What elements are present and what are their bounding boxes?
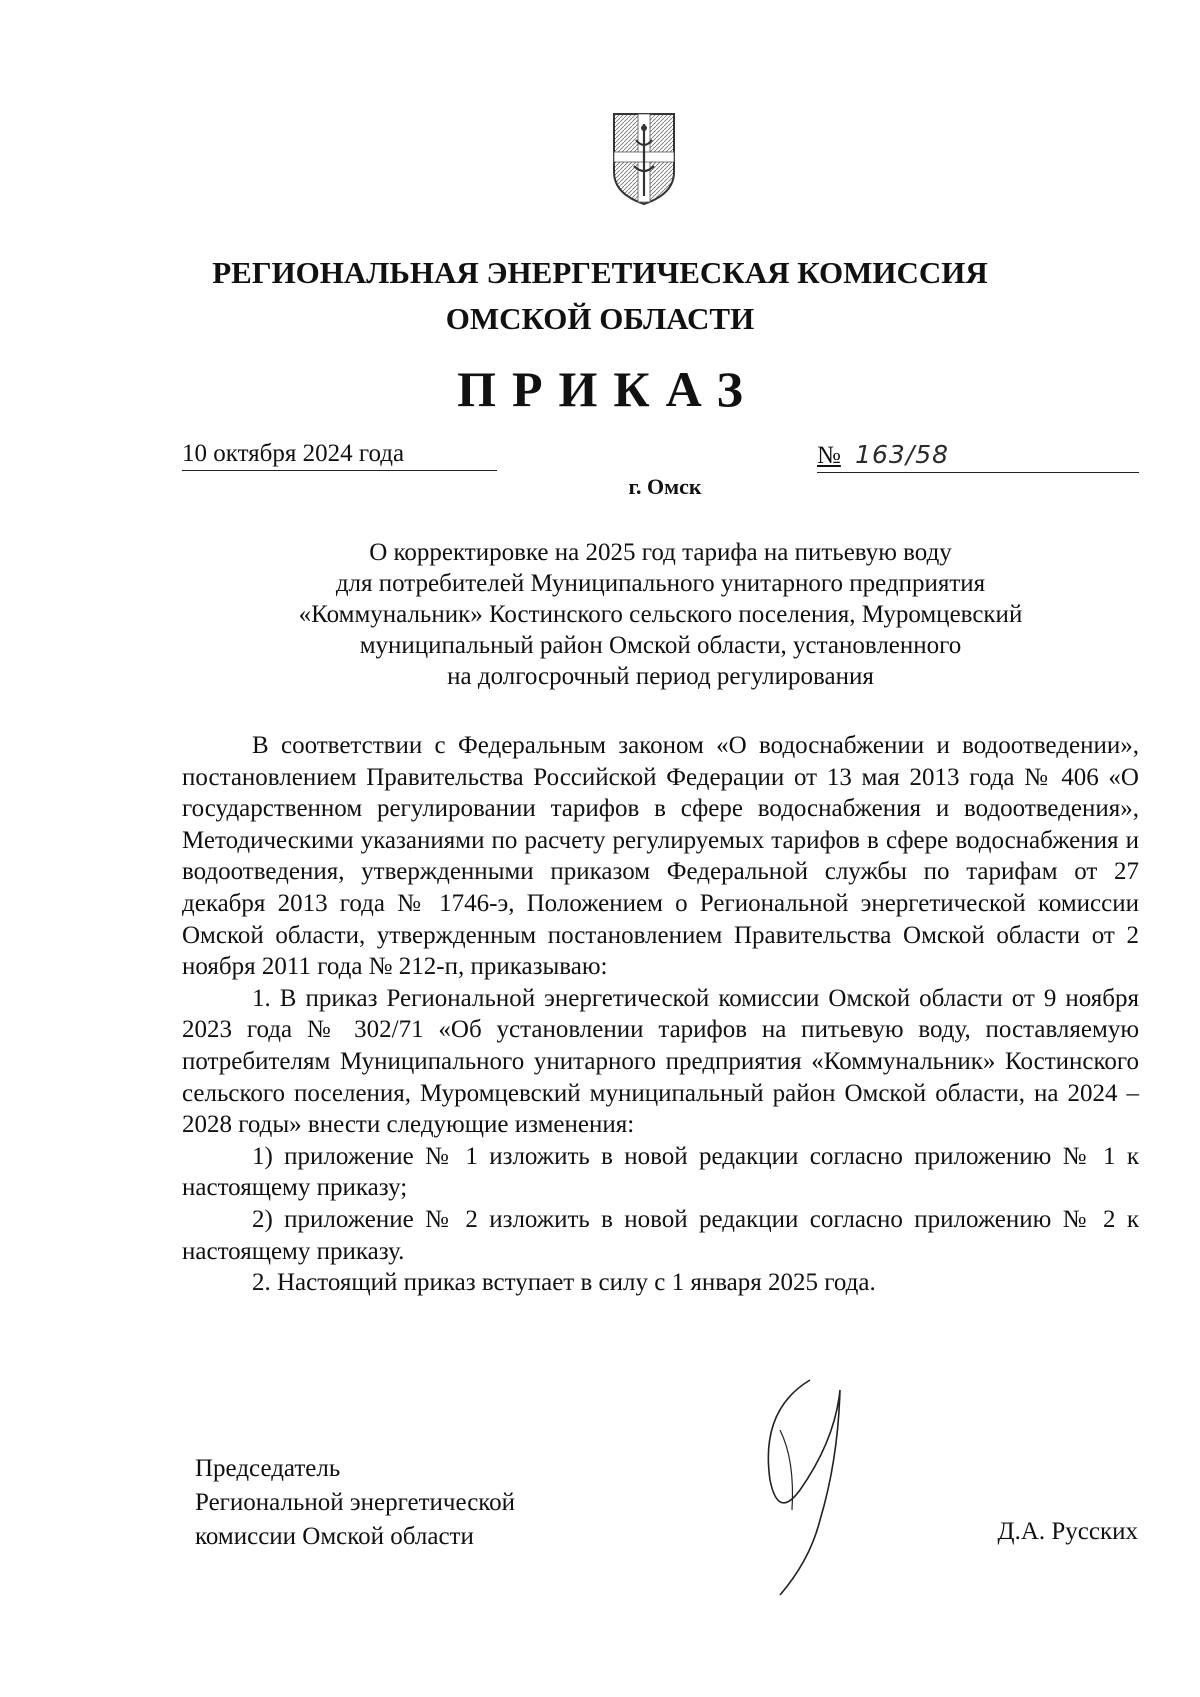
subject-line: О корректировке на 2025 год тарифа на питьевую воду <box>369 539 952 566</box>
signatory-name: Д.А. Русских <box>997 1518 1138 1545</box>
subject-line: для потребителей Муниципального унитарного предприятия <box>335 570 986 597</box>
signatory-position <box>195 1452 655 1554</box>
order-date: 10 октября 2024 года <box>182 440 497 471</box>
organization-name <box>0 250 1200 342</box>
item-1-2-paragraph: 2) приложение № 2 изложить в новой редакции согласно приложению № 2 к настоящему приказу. <box>182 1205 1139 1265</box>
subject-line: «Коммунальник» Костинского сельского поселения, Муромцевский <box>298 601 1023 628</box>
org-line-1: РЕГИОНАЛЬНАЯ ЭНЕРГЕТИЧЕСКАЯ КОМИССИЯ <box>212 255 988 290</box>
item-2-paragraph: 2. Настоящий приказ вступает в силу с 1 января 2025 года. <box>252 1269 876 1297</box>
city: г. Омск <box>628 474 702 499</box>
number-sign: № <box>817 442 841 469</box>
subject-line: на долгосрочный период регулирования <box>447 663 874 690</box>
org-line-2: ОМСКОЙ ОБЛАСТИ <box>445 301 755 336</box>
order-subject <box>182 537 1139 692</box>
order-body <box>182 730 1139 1299</box>
order-number <box>817 440 1139 473</box>
subject-line: муниципальный район Омской области, установленного <box>359 632 962 659</box>
position-line-1: Председатель <box>195 1455 341 1482</box>
item-1-1-paragraph: 1) приложение № 1 изложить в новой редакции согласно приложению № 1 к настоящему приказу; <box>182 1142 1139 1202</box>
number-value: 163/58 <box>855 440 950 469</box>
handwritten-signature-icon <box>740 1370 890 1600</box>
position-line-2: Региональной энергетической <box>195 1489 516 1516</box>
preamble-paragraph: В соответствии с Федеральным законом «О водоснабжении и водоотведении», постановлением Правительства Российской Федерации от 13 мая 2013 года № 406 «О государственном регулировании тарифов в сфере водоснабжения и водоотведения», Методическими указаниями по расчету регулируемых тарифов в сфере водоснабжения и водоотведения, утвержденными приказом Федеральной службы по тарифам от 27 декабря 2013 года № 1746-э, Положением о Региональной энергетической комиссии Омской области, утвержденным постановлением Правительства Омской области от 2 ноября 2011 года № 212-п, приказываю: <box>182 732 1139 981</box>
document-type: ПРИКАЗ <box>457 361 759 417</box>
coat-of-arms-icon <box>608 110 680 208</box>
item-1-paragraph: 1. В приказ Региональной энергетической комиссии Омской области от 9 ноября 2023 года № 302/71 «Об установлении тарифов на питьевую воду, поставляемую потребителям Муниципального унитарного предприятия «Коммунальник» Костинского сельского поселения, Муромцевский муниципальный район Омской области, на 2024 – 2028 годы» внести следующие изменения: <box>182 984 1139 1139</box>
position-line-3: комиссии Омской области <box>195 1523 474 1550</box>
